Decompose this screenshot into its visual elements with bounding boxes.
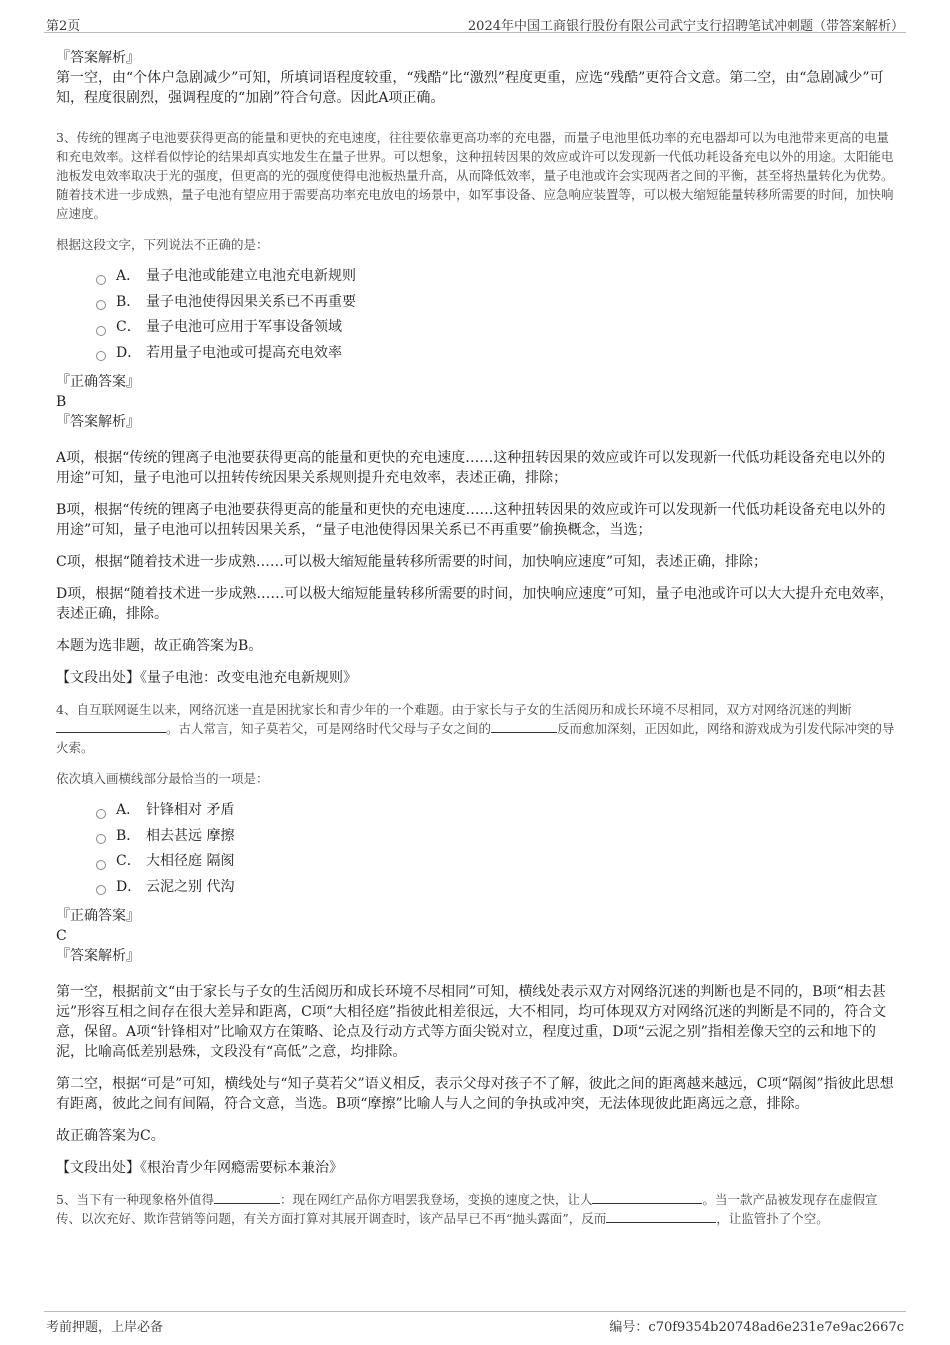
code-value: c70f9354b20748ad6e231e7e9ac2667c bbox=[648, 1320, 904, 1335]
option-letter: A． bbox=[116, 268, 141, 284]
radio-icon[interactable] bbox=[96, 834, 106, 844]
q3-option-b[interactable] bbox=[96, 290, 896, 316]
option-letter: C． bbox=[116, 853, 141, 869]
q3-analysis-label: 『答案解析』 bbox=[56, 414, 140, 430]
option-text: 量子电池或能建立电池充电新规则 bbox=[146, 268, 356, 284]
option-letter: C． bbox=[116, 319, 141, 335]
q3-analysis-d: D项，根据“随着技术进一步成熟……可以极大缩短能量转移所需要的时间，加快响应速度”可知，量子电池或许可以大大提升充电效率，表述正确，排除。 bbox=[56, 586, 894, 622]
q5-stem-part: ：现在网红产品你方唱罢我登场，变换的速度之快，让人 bbox=[279, 1192, 593, 1207]
q5-stem-part: 。当一款产品被发现存在虚假宣传、以次充好、欺诈营销等问题，有关方面打算对其展开调查时，该产品早已不再“抛头露面”，反而 bbox=[56, 1192, 878, 1226]
radio-icon[interactable] bbox=[96, 326, 106, 336]
q4-analysis-second: 第二空，根据“可是”可知，横线处与“知子莫若父”语义相反，表示父母对孩子不了解，彼此之间的距离越来越远，C项“隔阂”指彼此思想有距离，彼此之间有间隔，符合文意，当选。B项“摩擦”比喻人与人之间的争执或冲突，无法体现彼此距离远之意，排除。 bbox=[56, 1076, 894, 1112]
option-text: 针锋相对 矛盾 bbox=[146, 802, 235, 818]
q2-analysis-label: 『答案解析』 bbox=[56, 50, 140, 66]
q4-analysis-first: 第一空，根据前文“由于家长与子女的生活阅历和成长环境不尽相同”可知，横线处表示双方对网络沉迷的判断也是不同的，B项“相去甚远”形容互相之间存在很大差异和距离，C项“大相径庭”指彼此相差很远，大不相同，均可体现双方对网络沉迷的判断是不同的，符合文意，保留。A项“针锋相对”比喻双方在策略、论点及行动方式等方面尖锐对立，程度过重，D项“云泥之别”指相差像天空的云和地下的泥，比喻高低差别悬殊，文段没有“高低”之意，均排除。 bbox=[56, 984, 887, 1060]
option-letter: A． bbox=[116, 802, 141, 818]
q4-option-d[interactable] bbox=[96, 875, 896, 901]
page-number: 第2页 bbox=[46, 19, 81, 34]
page-footer bbox=[44, 1311, 906, 1336]
q4-option-c[interactable] bbox=[96, 849, 896, 875]
option-letter: B． bbox=[116, 293, 141, 310]
blank-line bbox=[56, 720, 166, 733]
page-header bbox=[44, 12, 906, 33]
option-text: 量子电池可应用于军事设备领域 bbox=[146, 319, 342, 335]
option-letter: D． bbox=[116, 344, 142, 361]
q4-stem-part: 4、自互联网诞生以来，网络沉迷一直是困扰家长和青少年的一个难题。由于家长与子女的生活阅历和成长环境不尽相同，双方对网络沉迷的判断 bbox=[56, 702, 852, 717]
blank-line bbox=[606, 1210, 716, 1223]
q3-source: 【文段出处】《量子电池：改变电池充电新规则》 bbox=[56, 670, 357, 686]
blank-line bbox=[592, 1191, 702, 1204]
option-text: 云泥之别 代沟 bbox=[146, 878, 235, 895]
q5-stem-part: ，让监管扑了个空。 bbox=[716, 1211, 829, 1226]
q4-source: 【文段出处】《根治青少年网瘾需要标本兼治》 bbox=[56, 1160, 343, 1176]
q5-stem-part: 5、当下有一种现象格外值得 bbox=[56, 1192, 214, 1207]
q3-analysis-a: A项，根据“传统的锂离子电池要获得更高的能量和更快的充电速度……这种扭转因果的效应或许可以发现新一代低功耗设备充电以外的用途”可知，量子电池可以扭转传统因果关系规则提升充电效率，表述正确，排除； bbox=[56, 450, 886, 486]
radio-icon[interactable] bbox=[96, 885, 106, 895]
q4-options bbox=[96, 798, 896, 900]
radio-icon[interactable] bbox=[96, 351, 106, 361]
q5-stem bbox=[56, 1190, 896, 1228]
q4-stem-part: 。古人常言，知子莫若父，可是网络时代父母与子女之间的 bbox=[166, 721, 492, 736]
radio-icon[interactable] bbox=[96, 300, 106, 310]
option-text: 量子电池使得因果关系已不再重要 bbox=[146, 293, 356, 310]
q3-option-a[interactable] bbox=[96, 264, 896, 290]
radio-icon[interactable] bbox=[96, 809, 106, 819]
q3-answer: B bbox=[56, 394, 67, 410]
option-letter: D． bbox=[116, 878, 142, 895]
q4-option-a[interactable] bbox=[96, 798, 896, 824]
q4-answer: C bbox=[56, 928, 67, 944]
code-label: 编号： bbox=[609, 1320, 649, 1335]
q4-stem bbox=[56, 700, 896, 757]
option-letter: B． bbox=[116, 827, 141, 844]
radio-icon[interactable] bbox=[96, 860, 106, 870]
q3-option-d[interactable] bbox=[96, 341, 896, 367]
q3-prompt: 根据这段文字，下列说法不正确的是： bbox=[56, 237, 269, 252]
q3-analysis-b: B项，根据“传统的锂离子电池要获得更高的能量和更快的充电速度……这种扭转因果的效应或许可以发现新一代低功耗设备充电以外的用途”可知，量子电池可以扭转因果关系，“量子电池使得因果关系已不再重要”偷换概念，当选； bbox=[56, 502, 886, 538]
q4-prompt: 依次填入画横线部分最恰当的一项是： bbox=[56, 771, 269, 786]
option-text: 相去甚远 摩擦 bbox=[146, 827, 235, 844]
q2-analysis: 第一空，由“个体户急剧减少”可知，所填词语程度较重，“残酷”比“激烈”程度更重，应选“残酷”更符合文意。第二空，由“急剧减少”可知，程度很剧烈，强调程度的“加剧”符合句意。因此A项正确。 bbox=[56, 70, 884, 106]
q3-analysis-c: C项，根据“随着技术进一步成熟……可以极大缩短能量转移所需要的时间，加快响应速度”可知，表述正确，排除； bbox=[56, 554, 768, 570]
q4-answer-label: 『正确答案』 bbox=[56, 908, 140, 924]
q4-stem-part: 反而愈加深刻，正因如此，网络和游戏成为引发代际冲突的导火索。 bbox=[56, 721, 895, 755]
q3-conclusion: 本题为选非题，故正确答案为B。 bbox=[56, 638, 263, 654]
q4-conclusion: 故正确答案为C。 bbox=[56, 1128, 165, 1144]
option-text: 若用量子电池或可提高充电效率 bbox=[146, 344, 342, 361]
q4-analysis-label: 『答案解析』 bbox=[56, 948, 140, 964]
footer-slogan: 考前押题，上岸必备 bbox=[46, 1320, 164, 1335]
document-body bbox=[56, 48, 896, 1228]
document-title: 2024年中国工商银行股份有限公司武宁支行招聘笔试冲刺题（带答案解析） bbox=[467, 19, 904, 34]
radio-icon[interactable] bbox=[96, 275, 106, 285]
document-code bbox=[609, 1316, 904, 1335]
option-text: 大相径庭 隔阂 bbox=[146, 853, 235, 869]
q3-answer-label: 『正确答案』 bbox=[56, 374, 140, 390]
blank-line bbox=[491, 720, 557, 733]
blank-line bbox=[214, 1191, 280, 1204]
q3-option-c[interactable] bbox=[96, 315, 896, 341]
q3-stem: 3、传统的锂离子电池要获得更高的能量和更快的充电速度，往往要依靠更高功率的充电器，而量子电池里低功率的充电器却可以为电池带来更高的电量和充电效率。这样看似悖论的结果却真实地发生在量子世界。可以想象，这种扭转因果的效应或许可以发现新一代低功耗设备充电以外的用途。太阳能电池板发电效率取决于光的强度，但更高的光的强度使得电池板热量升高，从而降低效率，量子电池或许会实现两者之间的平衡，甚至将热量转化为优势。随着技术进一步成熟，量子电池有望应用于需要高功率充电放电的场景中，如军事设备、应急响应装置等，可以极大缩短能量转移所需要的时间，加快响应速度。 bbox=[56, 130, 894, 221]
q4-option-b[interactable] bbox=[96, 824, 896, 850]
q3-options bbox=[96, 264, 896, 366]
